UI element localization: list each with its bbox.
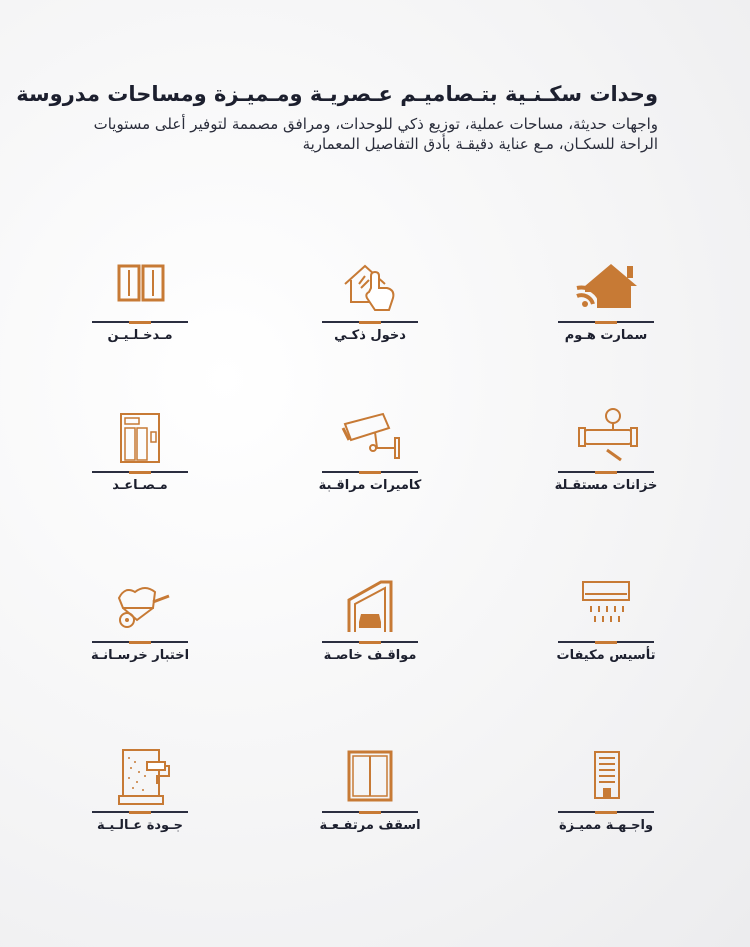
feature-label: كاميرات مراقـبة <box>318 478 422 493</box>
building-facade-icon <box>571 748 641 808</box>
feature-divider <box>92 321 188 323</box>
smart-home-icon <box>571 258 641 318</box>
feature-divider <box>558 321 654 323</box>
feature-concrete-testing <box>92 578 188 678</box>
feature-label: تأسيس مكيفات <box>556 648 656 663</box>
feature-ac-provision <box>558 578 654 678</box>
feature-smart-entry <box>322 258 418 358</box>
smart-entry-icon <box>335 258 405 318</box>
feature-divider <box>322 641 418 643</box>
feature-label: واجـهـة مميـزة <box>558 818 654 833</box>
feature-divider <box>322 321 418 323</box>
feature-divider <box>322 811 418 813</box>
feature-independent-tanks <box>554 408 658 508</box>
feature-elevators <box>92 408 188 508</box>
security-camera-icon <box>335 408 405 468</box>
private-parking-icon <box>335 578 405 638</box>
feature-label: دخول ذكـي <box>334 328 406 343</box>
wheelbarrow-icon <box>105 578 175 638</box>
feature-label: خزانات مستقـلة <box>554 478 658 493</box>
feature-divider <box>322 471 418 473</box>
elevator-icon <box>105 408 175 468</box>
page-title: وحدات سكـنـية بتـصاميـم عـصريـة ومـميـزة ومساحات مدروسة <box>16 82 658 106</box>
air-conditioner-icon <box>571 578 641 638</box>
feature-label: سمارت هـوم <box>564 328 648 343</box>
feature-divider <box>92 811 188 813</box>
feature-divider <box>558 641 654 643</box>
feature-label: اختبار خرسـانـة <box>90 648 190 663</box>
quality-wallpaper-icon <box>105 748 175 808</box>
feature-two-entrances <box>92 258 188 358</box>
high-ceiling-window-icon <box>335 748 405 808</box>
feature-label: مواقـف خاصـة <box>323 648 417 663</box>
feature-security-cameras <box>318 408 422 508</box>
feature-distinctive-facade <box>558 748 654 848</box>
feature-divider <box>558 811 654 813</box>
feature-label: مـصـاعـد <box>112 478 168 493</box>
feature-label: جـودة عـالـيـة <box>97 818 183 833</box>
feature-divider <box>558 471 654 473</box>
feature-smart-home <box>558 258 654 358</box>
feature-label: اسقف مرتفـعـة <box>319 818 421 833</box>
feature-divider <box>92 471 188 473</box>
double-door-icon <box>105 258 175 318</box>
feature-high-ceilings <box>319 748 421 848</box>
feature-high-quality <box>92 748 188 848</box>
page-subtitle: واجهات حديثة، مساحات عملية، توزيع ذكي للوحدات، ومرافق مصممة لتوفير أعلى مستويات الراحة للسكـان، مـع عناية دقيقـة بأدق التفاصيل المعمارية <box>93 115 658 153</box>
feature-private-parking <box>322 578 418 678</box>
water-pipe-gauge-icon <box>571 408 641 468</box>
feature-divider <box>92 641 188 643</box>
feature-label: مـدخـلـيـن <box>107 328 173 343</box>
